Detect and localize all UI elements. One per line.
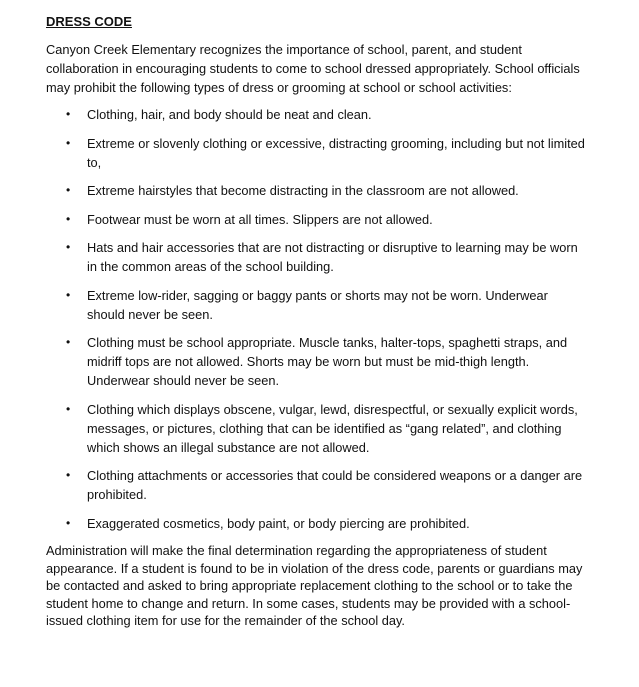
rule-text: Clothing attachments or accessories that could be considered weapons or a danger are prohibited. — [87, 468, 583, 502]
list-item — [46, 105, 586, 124]
bullet-icon: • — [66, 211, 71, 226]
rule-text: Clothing which displays obscene, vulgar, lewd, disrespectful, or sexually explicit words, messages, or pictures, clothing that can be identified as “gang related”, and clothing which shows an illegal substance are not allowed. — [87, 401, 578, 455]
list-item — [46, 514, 586, 533]
list-item — [46, 210, 586, 229]
closing-paragraph: Administration will make the final determination regarding the appropriateness of student appearance. If a student is found to be in violation of the dress code, parents or guardians may be contacted and asked to bring appropriate replacement clothing to the school or to take the student home to change and return. In some cases, students may be provided with a school-issued clothing item for use for the remainder of the school day. — [46, 543, 583, 628]
list-item — [46, 286, 586, 324]
bullet-icon: • — [66, 287, 71, 302]
rule-text: Extreme hairstyles that become distracting in the classroom are not allowed. — [87, 183, 519, 198]
rule-text: Hats and hair accessories that are not distracting or disruptive to learning may be worn in the common areas of the school building. — [87, 240, 578, 274]
bullet-icon: • — [66, 135, 71, 150]
bullet-icon: • — [66, 183, 71, 197]
intro-paragraph: Canyon Creek Elementary recognizes the importance of school, parent, and student collaboration in encouraging students to come to school dressed appropriately. School officials may prohibit the following types of dress or grooming at school or school activities: — [46, 42, 580, 95]
bullet-icon: • — [66, 240, 71, 254]
bullet-icon: • — [66, 401, 71, 416]
rule-text: Exaggerated cosmetics, body paint, or body piercing are prohibited. — [87, 515, 470, 531]
list-item — [46, 466, 586, 504]
rule-text: Clothing, hair, and body should be neat and clean. — [87, 107, 372, 122]
bullet-icon: • — [66, 107, 71, 121]
list-item — [46, 181, 586, 200]
bullet-icon: • — [66, 515, 71, 530]
dress-code-rules-list — [46, 105, 586, 533]
bullet-icon: • — [66, 335, 71, 349]
list-item — [46, 400, 586, 457]
rule-text: Extreme low-rider, sagging or baggy pants or shorts may not be worn. Underwear should never be seen. — [87, 287, 548, 322]
list-item — [46, 238, 586, 276]
document-title: DRESS CODE — [46, 14, 132, 29]
rule-text: Extreme or slovenly clothing or excessive, distracting grooming, including but not limited to, — [87, 135, 585, 170]
rule-text: Footwear must be worn at all times. Slippers are not allowed. — [87, 211, 433, 227]
rule-text: Clothing must be school appropriate. Muscle tanks, halter-tops, spaghetti straps, and midriff tops are not allowed. Shorts may be worn but must be mid-thigh length. Underwear should never be seen. — [87, 335, 568, 388]
list-item — [46, 333, 586, 390]
list-item — [46, 134, 586, 172]
bullet-icon: • — [66, 468, 71, 482]
dress-code-document — [46, 12, 586, 630]
